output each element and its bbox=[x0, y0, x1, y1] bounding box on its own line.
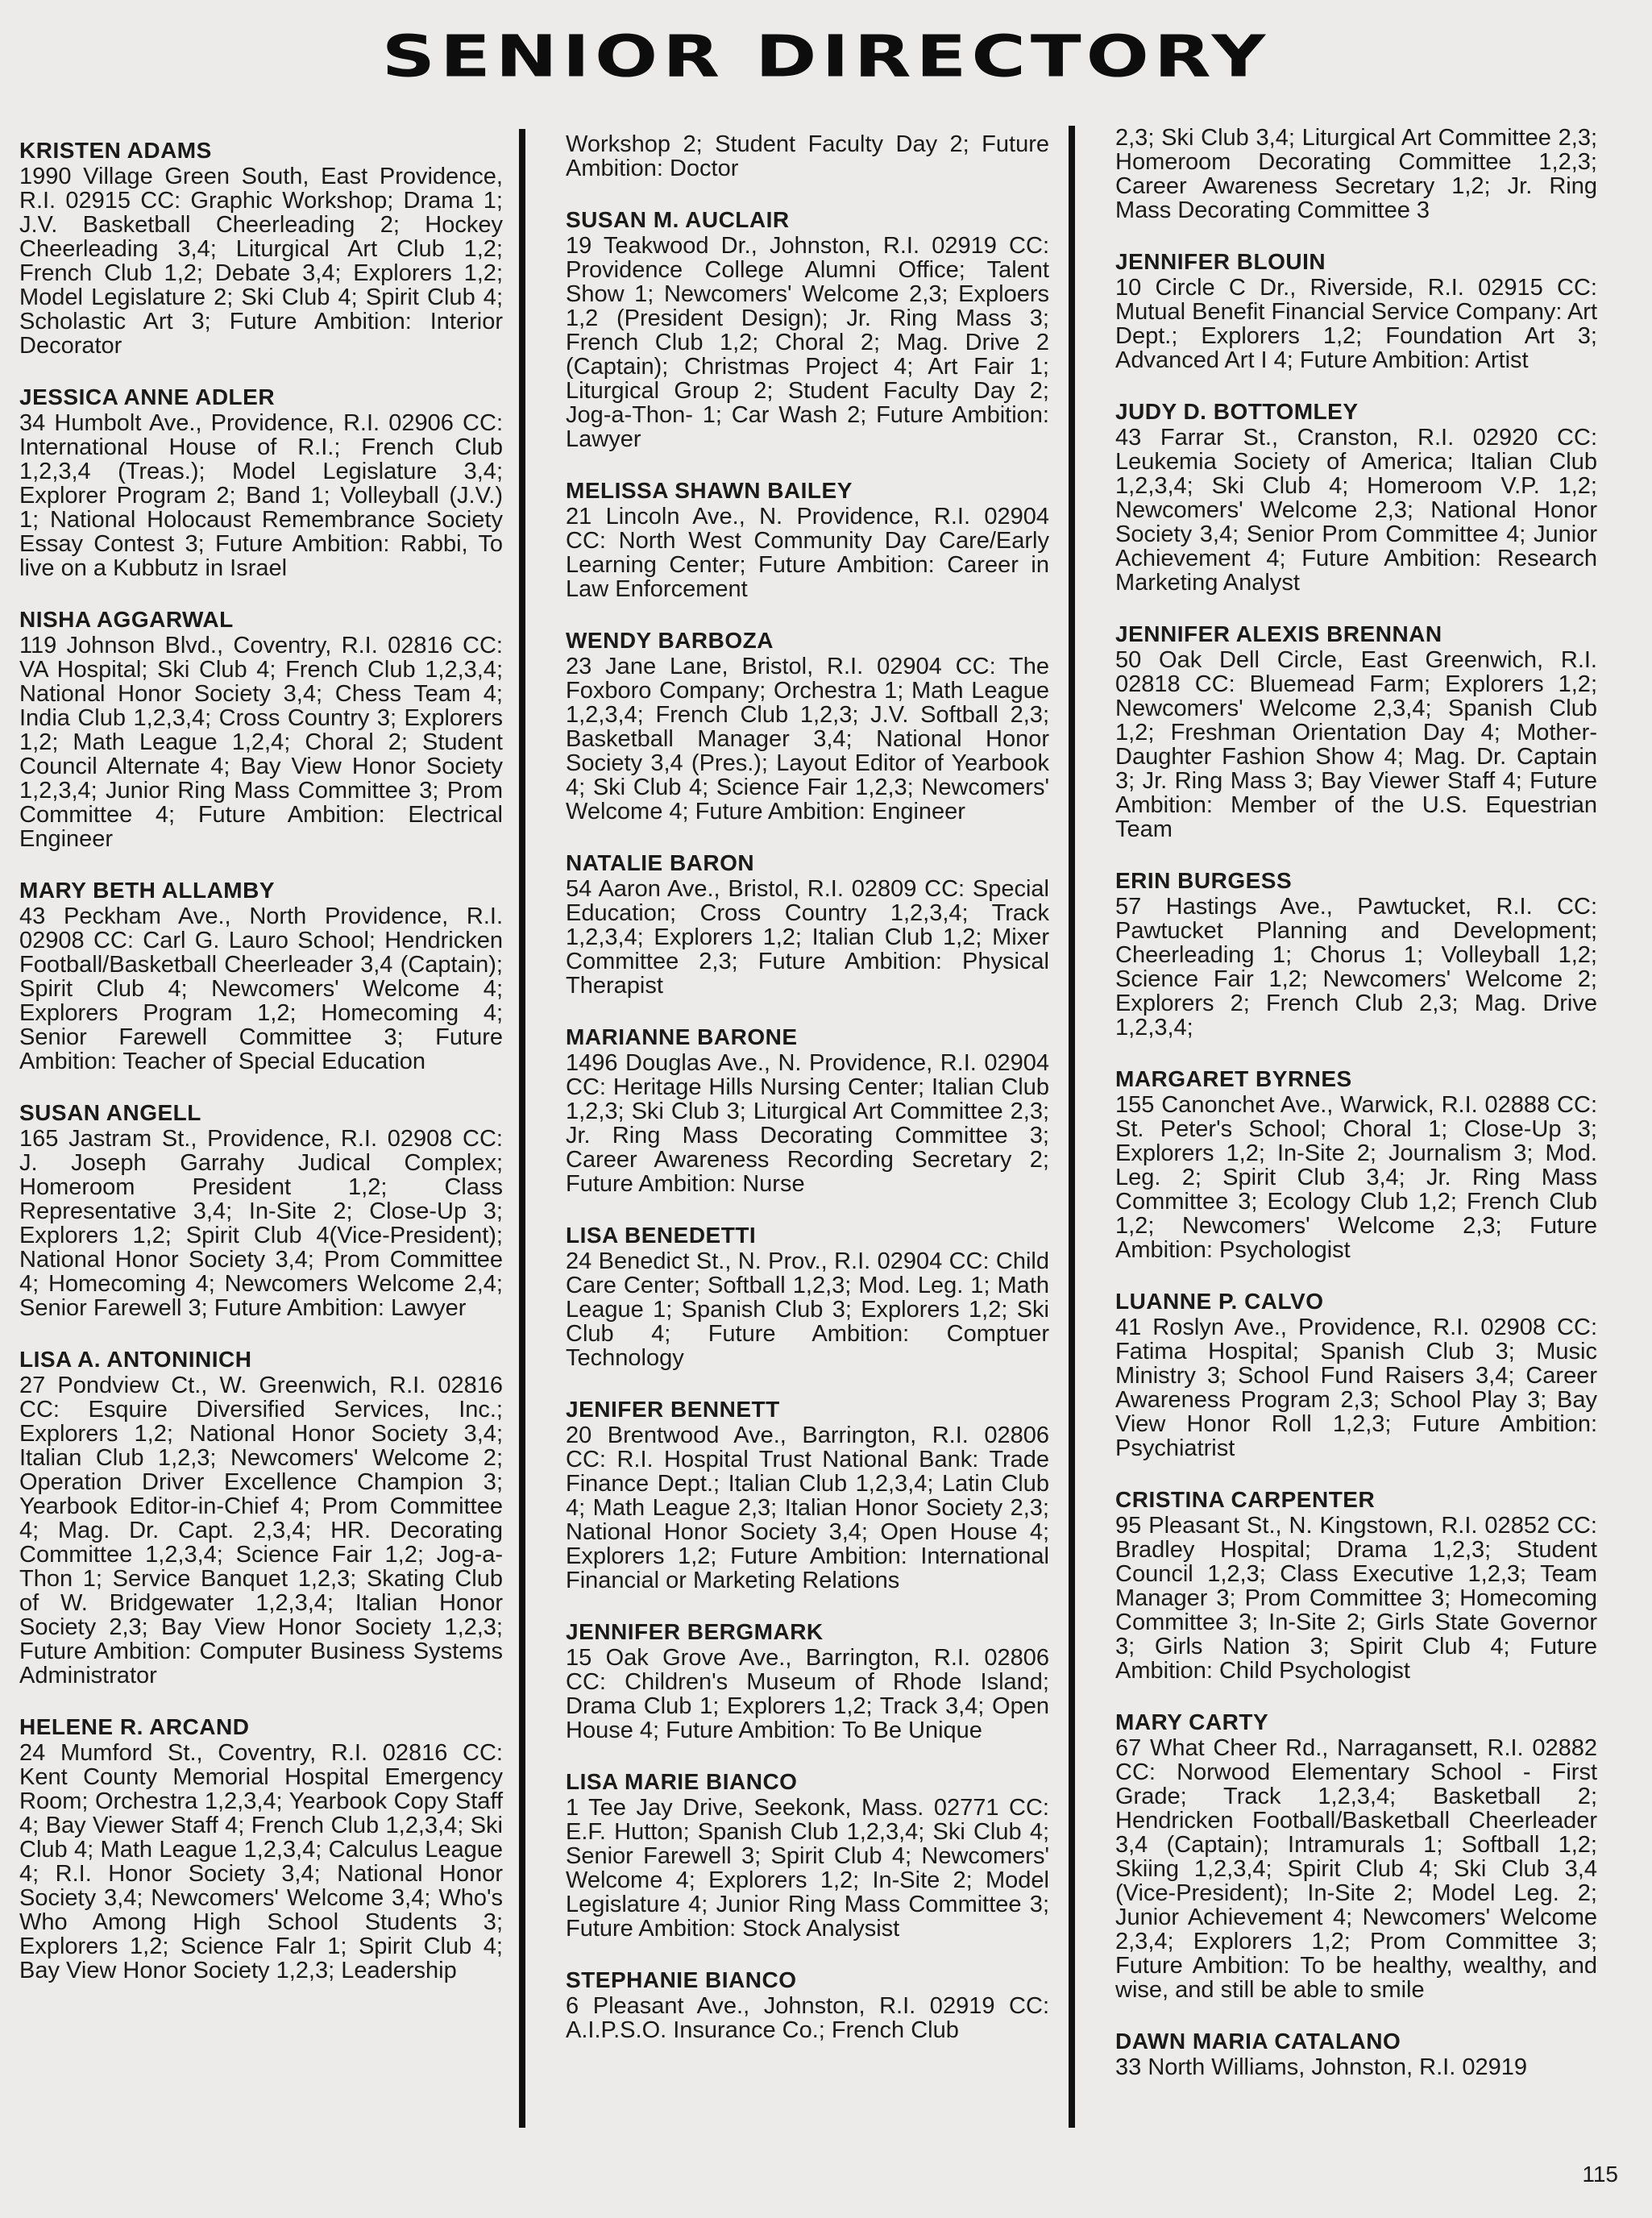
student-details: 67 What Cheer Rd., Narragansett, R.I. 02882 CC: Norwood Elementary School - First Grade; Track 1,2,3,4; Basketball 2; Hendricken Football/Basketball Cheerleader 3,4 (Captain); Intramurals 1; Softball 1,2; Skiing 1,2,3,4; Spirit Club 4; Ski Club 3,4 (Vice-President); In-Site 2; Model Leg. 2; Junior Achievement 4; Newcomers' Welcome 2,3,4; Explorers 1,2; Prom Committee 3; Future Ambition: To be healthy, wealthy, and wise, and still be able to smile bbox=[1115, 1735, 1597, 2003]
student-details: 1496 Douglas Ave., N. Providence, R.I. 02904 CC: Heritage Hills Nursing Center; Italian Club 1,2,3; Ski Club 3; Liturgical Art Committee 2,3; Jr. Ring Mass Decorating Committee 3; Career Awareness Recording Secretary 2; Future Ambition: Nurse bbox=[566, 1050, 1049, 1197]
directory-entry bbox=[1115, 1488, 1597, 1683]
student-details: 50 Oak Dell Circle, East Greenwich, R.I. 02818 CC: Bluemead Farm; Explorers 1,2; Newcomers' Welcome 2,3,4; Spanish Club 1,2; Freshman Orientation Day 4; Mother-Daughter Fashion Show 4; Mag. Dr. Captain 3; Jr. Ring Mass 3; Bay Viewer Staff 4; Future Ambition: Member of the U.S. Equestrian Team bbox=[1115, 647, 1597, 842]
directory-entry bbox=[566, 1025, 1049, 1196]
student-details: 34 Humbolt Ave., Providence, R.I. 02906 CC: International House of R.I.; French Club 1,2,3,4 (Treas.); Model Legislature 3,4; Explorer Program 2; Band 1; Volleyball (J.V.) 1; National Holocaust Remembrance Society Essay Contest 3; Future Ambition: Rabbi, To live on a Kubbutz in Israel bbox=[19, 410, 503, 581]
directory-entry bbox=[566, 208, 1049, 451]
directory-entry bbox=[19, 608, 503, 851]
student-name: NATALIE BARON bbox=[566, 850, 755, 875]
directory-entry bbox=[19, 878, 503, 1074]
student-name: KRISTEN ADAMS bbox=[19, 138, 212, 163]
column-divider-left bbox=[519, 129, 525, 2128]
student-name: SUSAN M. AUCLAIR bbox=[566, 207, 790, 232]
student-name: WENDY BARBOZA bbox=[566, 628, 774, 653]
student-name: MARY CARTY bbox=[1115, 1709, 1269, 1734]
directory-entry bbox=[1115, 1067, 1597, 1262]
student-details: 155 Canonchet Ave., Warwick, R.I. 02888 CC: St. Peter's School; Choral 1; Close-Up 3; Explorers 1,2; In-Site 2; Journalism 3; Mod. Leg. 2; Spirit Club 3,4; Jr. Ring Mass Committee 3; Ecology Club 1,2; French Club 1,2; Newcomers' Welcome 2,3; Future Ambition: Psychologist bbox=[1115, 1092, 1597, 1263]
student-details: 43 Peckham Ave., North Providence, R.I. 02908 CC: Carl G. Lauro School; Hendricken Football/Basketball Cheerleader 3,4 (Captain); Spirit Club 4; Newcomers' Welcome 4; Explorers Program 1,2; Homecoming 4; Senior Farewell Committee 3; Future Ambition: Teacher of Special Education bbox=[19, 903, 503, 1074]
directory-entry bbox=[566, 1398, 1049, 1593]
student-details: 1990 Village Green South, East Providence, R.I. 02915 CC: Graphic Workshop; Drama 1; J.V. Basketball Cheerleading 2; Hockey Cheerleading 3,4; Liturgical Art Club 1,2; French Club 1,2; Debate 3,4; Explorers 1,2; Model Legislature 2; Ski Club 4; Spirit Club 4; Scholastic Art 3; Future Ambition: Interior Decorator bbox=[19, 164, 503, 359]
student-details: 20 Brentwood Ave., Barrington, R.I. 02806 CC: R.I. Hospital Trust National Bank: Trade Finance Dept.; Italian Club 1,2,3,4; Latin Club 4; Math League 2,3; Italian Honor Society 2,3; National Honor Society 3,4; Open House 4; Explorers 1,2; Future Ambition: International Financial or Marketing Relations bbox=[566, 1423, 1049, 1593]
directory-column-1 bbox=[19, 139, 503, 2010]
student-details: 27 Pondview Ct., W. Greenwich, R.I. 02816 CC: Esquire Diversified Services, Inc.; Explorers 1,2; National Honor Society 3,4; Italian Club 1,2,3; Newcomers' Welcome 2; Operation Driver Excellence Champion 3; Yearbook Editor-in-Chief 4; Prom Committee 4; Mag. Dr. Capt. 2,3,4; HR. Decorating Committee 1,2,3,4; Science Fair 1,2; Jog-a-Thon 1; Service Banquet 1,2,3; Skating Club of W. Bridgewater 1,2,3,4; Italian Honor Society 2,3; Bay View Honor Society 1,2,3; Future Ambition: Computer Business Systems Administrator bbox=[19, 1373, 503, 1688]
student-details: 19 Teakwood Dr., Johnston, R.I. 02919 CC: Providence College Alumni Office; Talent Show 1; Newcomers' Welcome 2,3; Exploers 1,2 (President Design); Jr. Ring Mass 3; French Club 1,2; Choral 2; Mag. Drive 2 (Captain); Christmas Project 4; Art Fair 1; Liturgical Group 2; Student Faculty Day 2; Jog-a-Thon- 1; Car Wash 2; Future Ambition: Lawyer bbox=[566, 233, 1049, 452]
student-name: MARIANNE BARONE bbox=[566, 1024, 798, 1049]
directory-entry bbox=[566, 851, 1049, 998]
student-details: 1 Tee Jay Drive, Seekonk, Mass. 02771 CC: E.F. Hutton; Spanish Club 1,2,3,4; Ski Club 4; Senior Farewell 3; Spirit Club 4; Newcomers' Welcome 4; Explorers 1,2; In-Site 2; Model Legislature 4; Junior Ring Mass Committee 3; Future Ambition: Stock Analysist bbox=[566, 1795, 1049, 1942]
student-name: JENNIFER ALEXIS BRENNAN bbox=[1115, 621, 1442, 646]
directory-entry bbox=[1115, 400, 1597, 595]
student-name: LISA MARIE BIANCO bbox=[566, 1769, 798, 1794]
student-details: 21 Lincoln Ave., N. Providence, R.I. 02904 CC: North West Community Day Care/Early Learning Center; Future Ambition: Career in Law Enforcement bbox=[566, 504, 1049, 602]
directory-entry bbox=[566, 1620, 1049, 1742]
student-details: 54 Aaron Ave., Bristol, R.I. 02809 CC: Special Education; Cross Country 1,2,3,4; Track 1,2,3,4; Explorers 1,2; Italian Club 1,2; Mixer Committee 2,3; Future Ambition: Physical Therapist bbox=[566, 876, 1049, 999]
directory-entry bbox=[566, 479, 1049, 601]
student-name: LUANNE P. CALVO bbox=[1115, 1289, 1324, 1314]
student-name: NISHA AGGARWAL bbox=[19, 607, 234, 632]
directory-entry bbox=[566, 1223, 1049, 1370]
directory-entry bbox=[566, 629, 1049, 824]
student-name: LISA BENEDETTI bbox=[566, 1223, 757, 1248]
directory-column-3 bbox=[1115, 126, 1597, 2107]
page-number: 115 bbox=[1582, 2162, 1618, 2187]
student-details: Workshop 2; Student Faculty Day 2; Future Ambition: Doctor bbox=[566, 131, 1049, 181]
student-name: ERIN BURGESS bbox=[1115, 868, 1293, 893]
student-details: 10 Circle C Dr., Riverside, R.I. 02915 CC: Mutual Benefit Financial Service Company: Art Dept.; Explorers 1,2; Foundation Art 3; Advanced Art I 4; Future Ambition: Artist bbox=[1115, 275, 1597, 373]
student-name: MARGARET BYRNES bbox=[1115, 1066, 1352, 1091]
directory-entry bbox=[19, 1715, 503, 1983]
directory-entry bbox=[19, 1348, 503, 1688]
directory-entry bbox=[19, 385, 503, 580]
student-details: 6 Pleasant Ave., Johnston, R.I. 02919 CC: A.I.P.S.O. Insurance Co.; French Club bbox=[566, 1993, 1049, 2043]
column-divider-right bbox=[1069, 126, 1075, 2128]
student-name: HELENE R. ARCAND bbox=[19, 1714, 250, 1739]
student-name: JESSICA ANNE ADLER bbox=[19, 384, 276, 409]
student-name: SUSAN ANGELL bbox=[19, 1100, 201, 1125]
page-title: SENIOR DIRECTORY bbox=[381, 23, 1271, 90]
student-name: JENNIFER BERGMARK bbox=[566, 1619, 824, 1644]
student-details: 57 Hastings Ave., Pawtucket, R.I. CC: Pawtucket Planning and Development; Cheerleading 1; Chorus 1; Volleyball 1,2; Science Fair 1,2; Newcomers' Welcome 2; Explorers 2; French Club 2,3; Mag. Drive 1,2,3,4; bbox=[1115, 894, 1597, 1040]
student-details: 24 Mumford St., Coventry, R.I. 02816 CC: Kent County Memorial Hospital Emergency Room; Orchestra 1,2,3,4; Yearbook Copy Staff 4; Bay Viewer Staff 4; French Club 1,2,3,4; Ski Club 4; Math League 1,2,3,4; Calculus League 4; R.I. Honor Society 3,4; National Honor Society 3,4; Newcomers' Welcome 3,4; Who's Who Among High School Students 3; Explorers 1,2; Science Falr 1; Spirit Club 4; Bay View Honor Society 1,2,3; Leadership bbox=[19, 1740, 503, 1983]
directory-entry bbox=[566, 132, 1049, 181]
directory-column-2 bbox=[566, 132, 1049, 2070]
student-name: STEPHANIE BIANCO bbox=[566, 1967, 797, 1992]
directory-entry bbox=[1115, 1290, 1597, 1460]
student-details: 43 Farrar St., Cranston, R.I. 02920 CC: Leukemia Society of America; Italian Club 1,2,3,4; Ski Club 4; Homeroom V.P. 1,2; Newcomers' Welcome 2,3; National Honor Society 3,4; Senior Prom Committee 4; Junior Achievement 4; Future Ambition: Research Marketing Analyst bbox=[1115, 425, 1597, 596]
student-details: 119 Johnson Blvd., Coventry, R.I. 02816 CC: VA Hospital; Ski Club 4; French Club 1,2,3,4; National Honor Society 3,4; Chess Team 4; India Club 1,2,3,4; Cross Country 3; Explorers 1,2; Math League 1,2,4; Choral 2; Student Council Alternate 4; Bay View Honor Society 1,2,3,4; Junior Ring Mass Committee 3; Prom Committee 4; Future Ambition: Electrical Engineer bbox=[19, 633, 503, 852]
directory-entry bbox=[19, 1101, 503, 1320]
directory-entry bbox=[1115, 2029, 1597, 2079]
student-name: JUDY D. BOTTOMLEY bbox=[1115, 399, 1359, 424]
student-details: 165 Jastram St., Providence, R.I. 02908 CC: J. Joseph Garrahy Judical Complex; Homeroom President 1,2; Class Representative 3,4; In-Site 2; Close-Up 3; Explorers 1,2; Spirit Club 4(Vice-President); National Honor Society 3,4; Prom Committee 4; Homecoming 4; Newcomers Welcome 2,4; Senior Farewell 3; Future Ambition: Lawyer bbox=[19, 1126, 503, 1321]
directory-entry bbox=[1115, 250, 1597, 372]
student-details: 95 Pleasant St., N. Kingstown, R.I. 02852 CC: Bradley Hospital; Drama 1,2,3; Student Council 1,2,3; Class Executive 1,2,3; Team Manager 3; Prom Committee 3; Homecoming Committee 3; In-Site 2; Girls State Governor 3; Girls Nation 3; Spirit Club 4; Future Ambition: Child Psychologist bbox=[1115, 1513, 1597, 1684]
student-details: 41 Roslyn Ave., Providence, R.I. 02908 CC: Fatima Hospital; Spanish Club 3; Music Ministry 3; School Fund Raisers 3,4; Career Awareness Program 2,3; School Play 3; Bay View Honor Roll 1,2,3; Future Ambition: Psychiatrist bbox=[1115, 1315, 1597, 1461]
directory-entry bbox=[19, 139, 503, 358]
directory-entry bbox=[566, 1968, 1049, 2042]
student-name: MARY BETH ALLAMBY bbox=[19, 878, 276, 903]
directory-entry bbox=[1115, 869, 1597, 1040]
directory-entry bbox=[566, 1770, 1049, 1941]
student-details: 23 Jane Lane, Bristol, R.I. 02904 CC: The Foxboro Company; Orchestra 1; Math League 1,2,3,4; French Club 1,2,3; J.V. Softball 2,3; Basketball Manager 3,4; National Honor Society 3,4 (Pres.); Layout Editor of Yearbook 4; Ski Club 4; Science Fair 1,2,3; Newcomers' Welcome 4; Future Ambition: Engineer bbox=[566, 654, 1049, 824]
directory-entry bbox=[1115, 622, 1597, 841]
student-details: 33 North Williams, Johnston, R.I. 02919 bbox=[1115, 2054, 1527, 2080]
student-details: 15 Oak Grove Ave., Barrington, R.I. 02806 CC: Children's Museum of Rhode Island; Drama Club 1; Explorers 1,2; Track 3,4; Open House 4; Future Ambition: To Be Unique bbox=[566, 1645, 1049, 1743]
student-details: 2,3; Ski Club 3,4; Liturgical Art Committee 2,3; Homeroom Decorating Committee 1,2,3; Career Awareness Secretary 1,2; Jr. Ring Mass Decorating Committee 3 bbox=[1115, 125, 1597, 223]
student-details: 24 Benedict St., N. Prov., R.I. 02904 CC: Child Care Center; Softball 1,2,3; Mod. Leg. 1; Math League 1; Spanish Club 3; Explorers 1,2; Ski Club 4; Future Ambition: Comptuer Technology bbox=[566, 1248, 1049, 1371]
directory-entry bbox=[1115, 126, 1597, 222]
student-name: JENIFER BENNETT bbox=[566, 1397, 780, 1422]
student-name: JENNIFER BLOUIN bbox=[1115, 249, 1326, 274]
student-name: LISA A. ANTONINICH bbox=[19, 1347, 252, 1372]
student-name: MELISSA SHAWN BAILEY bbox=[566, 478, 853, 503]
directory-entry bbox=[1115, 1710, 1597, 2002]
student-name: DAWN MARIA CATALANO bbox=[1115, 2029, 1401, 2054]
student-name: CRISTINA CARPENTER bbox=[1115, 1487, 1376, 1512]
